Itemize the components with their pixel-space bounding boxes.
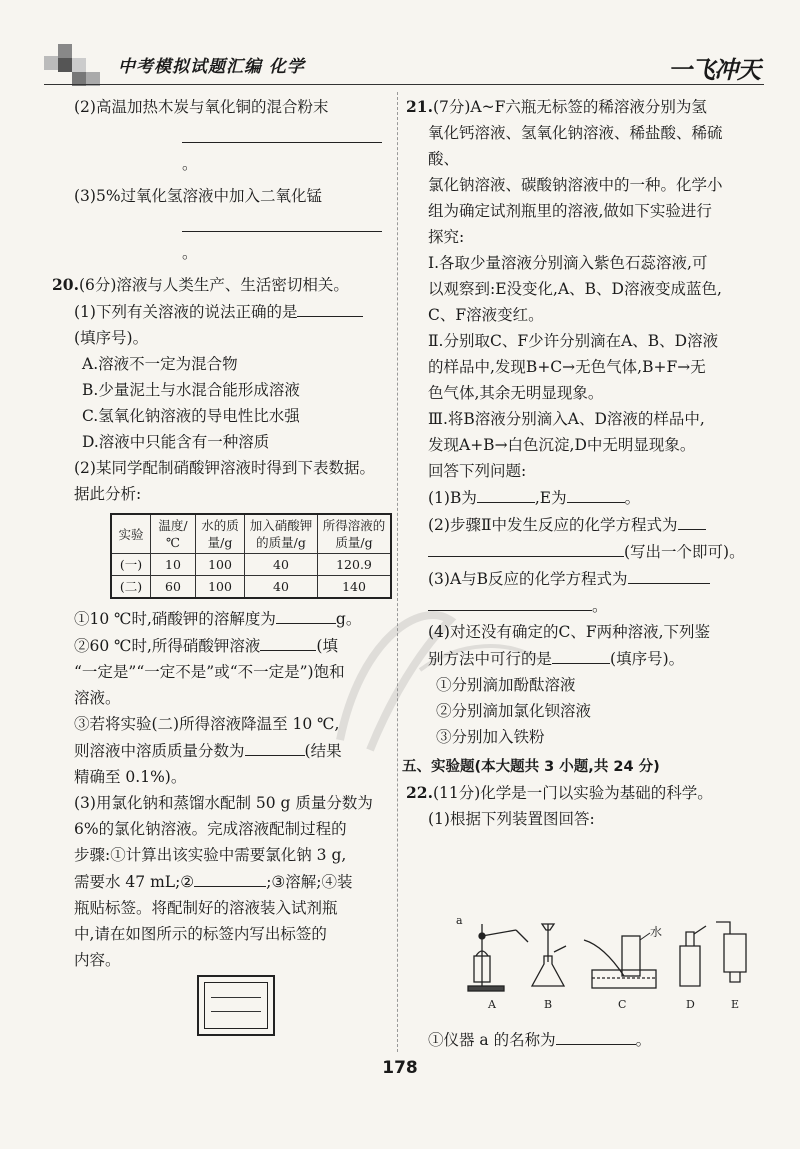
- q21-line: 氧化钙溶液、氢氧化钠溶液、稀盐酸、稀硫酸、: [428, 124, 723, 168]
- figure-label-water: 水: [650, 925, 663, 939]
- table-cell: 100: [196, 554, 245, 576]
- option-d: D.溶液中只能含有一种溶质: [82, 433, 270, 451]
- q20-sub3-b: [52, 737, 392, 764]
- q21-answer2-b: [406, 538, 752, 565]
- q21-text: (7分)A~F六瓶无标签的稀溶液分别为氢: [432, 98, 707, 116]
- q20-part2: (2)某同学配制硝酸钾溶液时得到下表数据。: [74, 459, 375, 477]
- table-row: [111, 554, 391, 576]
- answer-blank[interactable]: [194, 868, 266, 887]
- column-divider: [397, 92, 398, 1052]
- apparatus-c: [584, 936, 656, 988]
- sub-text: 。: [624, 489, 641, 507]
- q21-line: 氯化钠溶液、碳酸钠溶液中的一种。化学小: [428, 176, 723, 194]
- sub-text: g。: [335, 610, 362, 628]
- header-brand: 一飞冲天: [668, 56, 760, 84]
- q20-part3-l7: 内容。: [74, 951, 121, 969]
- q20-stem: [52, 272, 392, 298]
- q20-sub3: ③若将实验(二)所得溶液降温至 10 ℃,: [74, 715, 340, 733]
- q22-sub1: ①仪器 a 的名称为 。: [428, 1026, 651, 1052]
- reagent-label-box[interactable]: [197, 975, 275, 1036]
- answer-blank[interactable]: [678, 511, 706, 530]
- answer-blank[interactable]: [260, 632, 316, 651]
- table-header: 所得溶液的质量/g: [318, 514, 392, 554]
- q21-answer3-b: [406, 592, 752, 619]
- sub-text: (填: [316, 637, 338, 655]
- q22-stem: [406, 780, 752, 806]
- q21-answer4-b: [406, 645, 752, 672]
- q21-line: Ⅲ.将B溶液分别滴入A、D溶液的样品中,: [428, 410, 705, 428]
- apparatus-b: [532, 924, 566, 986]
- q21-answer1: [406, 484, 752, 511]
- q19-item2: (2)高温加热木炭与氧化铜的混合粉末: [74, 98, 329, 116]
- answer-blank[interactable]: [556, 1026, 636, 1045]
- answer-blank[interactable]: [297, 298, 363, 317]
- q21-line: [406, 94, 752, 120]
- method-1: ①分别滴加酚酞溶液: [436, 676, 576, 694]
- question-number: 20.: [52, 275, 79, 294]
- q21-line: C、F溶液变红。: [428, 306, 544, 324]
- q21-line: Ⅰ.各取少量溶液分别滴入紫色石蕊溶液,可: [428, 254, 708, 272]
- q20-part1-hint: (填序号)。: [74, 329, 149, 347]
- sub-text: (3)A与B反应的化学方程式为: [428, 570, 628, 588]
- header-title: 中考模拟试题汇编 化学: [118, 57, 305, 77]
- sub-text: 需要水 47 mL;②: [74, 873, 195, 891]
- table-cell: (二): [111, 576, 151, 599]
- q21-answer4: (4)对还没有确定的C、F两种溶液,下列鉴: [428, 623, 710, 641]
- option-b: B.少量泥土与水混合能形成溶液: [82, 381, 300, 399]
- sub-text: 别方法中可行的是: [428, 650, 553, 668]
- q20-sub3-d: 精确至 0.1%)。: [74, 768, 187, 786]
- table-cell: (一): [111, 554, 151, 576]
- header-rule: [44, 84, 764, 85]
- label-line: [211, 1011, 261, 1012]
- figure-letter-d: D: [686, 998, 695, 1011]
- q20-sub2-c: “一定是”“一定不是”或“不一定是”)饱和: [74, 663, 345, 681]
- table-header: 温度/℃: [151, 514, 196, 554]
- q21-line: 以观察到:E没变化,A、B、D溶液变成蓝色,: [428, 280, 722, 298]
- table-header-row: [111, 514, 391, 554]
- right-column: [402, 94, 752, 832]
- table-cell: 40: [245, 554, 318, 576]
- sub-text: (结果: [304, 742, 342, 760]
- q21-line: 组为确定试剂瓶里的溶液,做如下实验进行: [428, 202, 712, 220]
- answer-blank[interactable]: [567, 484, 625, 503]
- sub-text: 。: [592, 597, 608, 615]
- sub-text: (2)步骤Ⅱ中发生反应的化学方程式为: [428, 516, 678, 534]
- q20-stem-text: (6分)溶液与人类生产、生活密切相关。: [78, 276, 349, 294]
- q21-line: 的样品中,发现B+C→无色气体,B+F→无: [428, 358, 706, 376]
- table-cell: 40: [245, 576, 318, 599]
- q20-part3-l1: (3)用氯化钠和蒸馏水配制 50 g 质量分数为: [74, 794, 373, 812]
- answer-blank[interactable]: [428, 538, 624, 557]
- method-2: ②分别滴加氯化钡溶液: [436, 702, 592, 720]
- sub-text: (写出一个即可)。: [624, 543, 745, 561]
- sub-text: ①10 ℃时,硝酸钾的溶解度为: [74, 610, 276, 628]
- q20-part3-l5: 瓶贴标签。将配制好的溶液装入试剂瓶: [74, 899, 338, 917]
- table-row: [111, 576, 391, 599]
- apparatus-d: [680, 926, 706, 986]
- left-column: (2)高温加热木炭与氧化铜的混合粉末 。 (3)5%过氧化氢溶液中加入二氧化锰 。 20.(6分)溶液与人类生产、生活密切相关。 (1)下列有关溶液的说法正确的是 (填序号)。 A.溶液不一定为混合物 B.少量泥土与水混合能形成溶液 C.氢氧化钠溶液的导电性比水强 D.溶液中只能含有一种溶质 (2)某同学配制硝酸钾溶液时得到下表数据。 据此分析: 实验 温度/℃ 水的质量/g 加入硝酸钾的质量/g 所得溶液的质量/g (一) 10 100 40 120.9 (二) 60 100 40 140 ①10 ℃时,硝酸钾的溶解度为 g。 ②60 ℃时,所得硝酸钾溶液 (填 “一定是”“一定不是”或“不一定是”)饱和 溶液。 ③若将实验(二)所得溶液降温至 10 ℃, 则溶液中溶质质量分数为 (结果 精确至 0.1%)。 (3)用氯化钠和蒸馏水配制 50 g 质量分数为 6%的氯化钠溶液。完成溶液配制过程的 步骤:①计算出该实验中需要氯化钠 3 g, 需要水 47 mL;② ;③溶解;④装 瓶贴标签。将配制好的溶液装入试剂瓶 中,请在如图所示的标签内写出标签的 内容。: [52, 94, 392, 973]
- section-heading: 五、实验题(本大题共 3 小题,共 24 分): [402, 759, 660, 775]
- q20-part3-l3: 步骤:①计算出该实验中需要氯化钠 3 g,: [74, 846, 347, 864]
- q21-line: 回答下列问题:: [428, 462, 527, 480]
- figure-letter-b: B: [544, 998, 553, 1011]
- page-number: 178: [382, 1058, 418, 1078]
- q22-part1: (1)根据下列装置图回答:: [428, 810, 595, 828]
- answer-blank[interactable]: [552, 645, 610, 664]
- q20-part1: [52, 298, 392, 325]
- table-cell: 60: [151, 576, 196, 599]
- sub-text: ;③溶解;④装: [266, 873, 353, 891]
- q20-part1-text: (1)下列有关溶液的说法正确的是: [74, 303, 298, 321]
- answer-blank[interactable]: [628, 565, 710, 584]
- q21-line: 色气体,其余无明显现象。: [428, 384, 604, 402]
- figure-letter-e: E: [731, 998, 740, 1011]
- table-cell: 10: [151, 554, 196, 576]
- q22-stem-text: (11分)化学是一门以实验为基础的科学。: [432, 784, 713, 802]
- method-3: ③分别加入铁粉: [436, 728, 545, 746]
- table-cell: 100: [196, 576, 245, 599]
- q21-answer3: [406, 565, 752, 592]
- q20-part3-l4: [52, 868, 392, 895]
- answer-blank[interactable]: [182, 213, 382, 232]
- sub-text: 则溶液中溶质质量分数为: [74, 742, 245, 760]
- q20-part2-b: 据此分析:: [74, 485, 142, 503]
- answer-blank[interactable]: [182, 124, 382, 143]
- table-cell: 120.9: [318, 554, 392, 576]
- q20-part3-l2: 6%的氯化钠溶液。完成溶液配制过程的: [74, 820, 347, 838]
- page-header: [0, 0, 800, 92]
- label-line: [211, 997, 261, 998]
- apparatus-figure: [454, 916, 754, 1016]
- figure-letter-c: C: [618, 998, 627, 1011]
- q20-sub2-d: 溶液。: [74, 689, 121, 707]
- question-number: 22.: [406, 783, 433, 802]
- answer-blank[interactable]: [477, 484, 535, 503]
- answer-blank[interactable]: [245, 737, 305, 756]
- option-c: C.氢氧化钠溶液的导电性比水强: [82, 407, 300, 425]
- label-inner-frame: [204, 982, 268, 1029]
- answer-blank[interactable]: [276, 605, 336, 624]
- table-header: 实验: [111, 514, 151, 554]
- option-a: A.溶液不一定为混合物: [82, 355, 238, 373]
- data-table: [110, 513, 392, 599]
- apparatus-e: [716, 922, 746, 982]
- table-header: 水的质量/g: [196, 514, 245, 554]
- apparatus-a: [468, 924, 528, 991]
- answer-blank[interactable]: [428, 592, 592, 611]
- figure-label-a: a: [456, 916, 463, 927]
- question-number: 21.: [406, 97, 433, 116]
- q21-line: 探究:: [428, 228, 465, 246]
- sub-text: ,E为: [534, 489, 567, 507]
- q21-line: 发现A+B→白色沉淀,D中无明显现象。: [428, 436, 696, 454]
- figure-letter-a: A: [488, 998, 496, 1011]
- sub-text: (填序号)。: [610, 650, 685, 668]
- q20-sub2: [52, 632, 392, 659]
- sub-text: ①仪器 a 的名称为: [428, 1031, 556, 1049]
- q19-item3: (3)5%过氧化氢溶液中加入二氧化锰: [74, 187, 323, 205]
- header-logo-blocks: [44, 44, 106, 86]
- q20-part3-l6: 中,请在如图所示的标签内写出标签的: [74, 925, 327, 943]
- q21-line: Ⅱ.分别取C、F少许分别滴在A、B、D溶液: [428, 332, 719, 350]
- table-cell: 140: [318, 576, 392, 599]
- sub-text: (1)B为: [428, 489, 477, 507]
- table-header: 加入硝酸钾的质量/g: [245, 514, 318, 554]
- q20-sub1: [52, 605, 392, 632]
- q21-answer2: [406, 511, 752, 538]
- sub-text: ②60 ℃时,所得硝酸钾溶液: [74, 637, 261, 655]
